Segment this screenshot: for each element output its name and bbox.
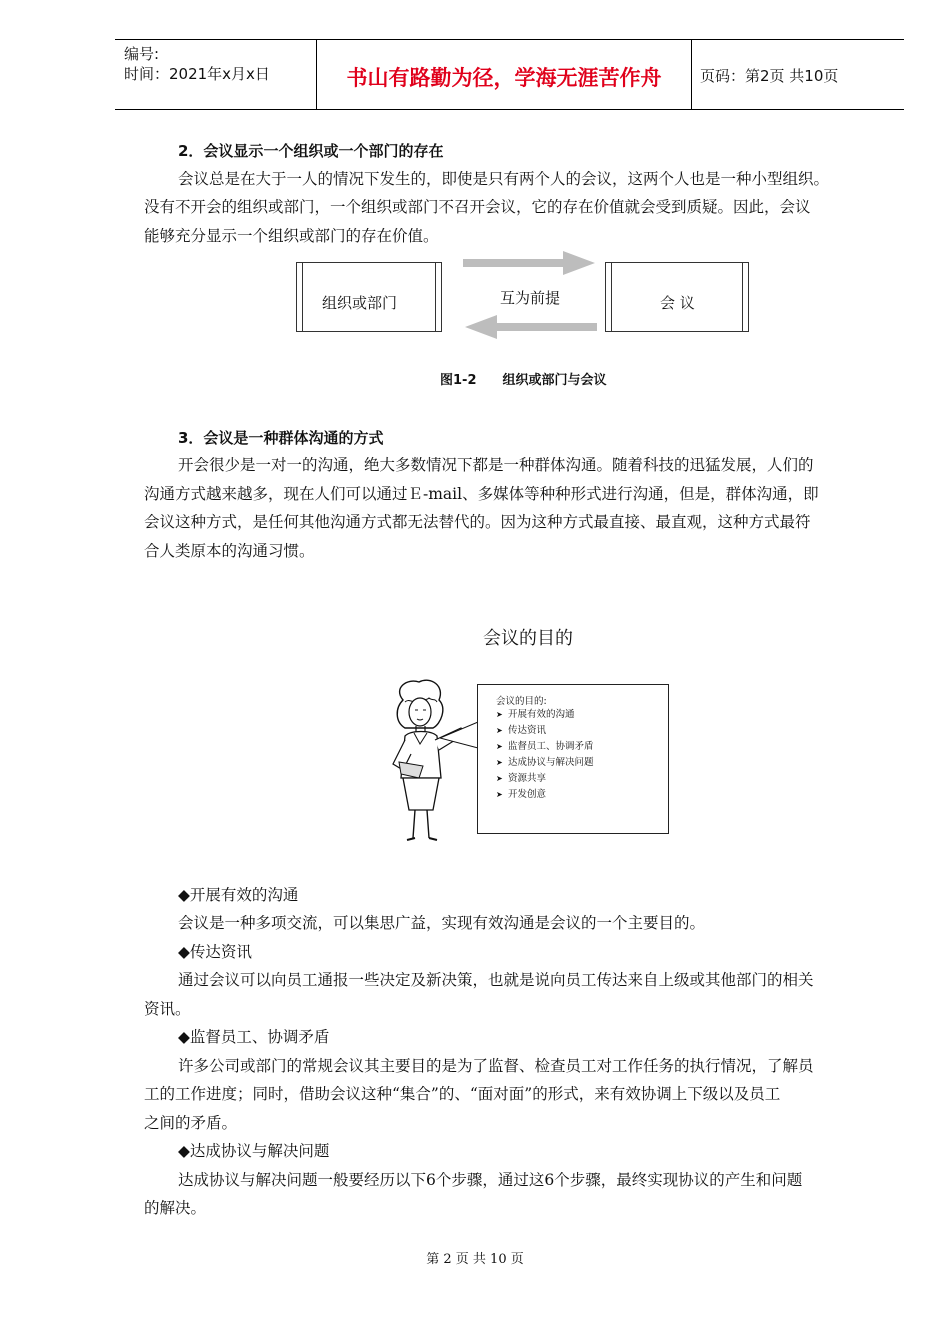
item-text: 资讯。 — [144, 1000, 191, 1018]
board-item: ➤ 开展有效的沟通 — [496, 707, 594, 723]
section3-line: 沟通方式越来越多，现在人们可以通过Ｅ-mail、多媒体等种种形式进行沟通，但是，群体沟通，即 — [144, 485, 819, 503]
item-title-supervise: ◆监督员工、协调矛盾 — [178, 1028, 330, 1046]
header-meta-cell — [115, 40, 316, 109]
header-page-cell — [691, 40, 904, 109]
header-motto-cell — [316, 40, 692, 109]
arrow-bullet-icon: ➤ — [496, 758, 503, 767]
section3-heading: 3．会议是一种群体沟通的方式 — [178, 429, 384, 447]
item-text: 的解决。 — [144, 1199, 207, 1217]
item-text: 会议是一种多项交流，可以集思广益，实现有效沟通是会议的一个主要目的。 — [178, 914, 706, 932]
board-item: ➤ 资源共享 — [496, 771, 594, 787]
pointer-beam — [440, 720, 480, 760]
arrow-bullet-icon: ➤ — [496, 790, 503, 799]
figure-caption: 图1-2 组织或部门与会议 — [440, 373, 607, 388]
right-arrow-icon — [463, 251, 595, 275]
arrow-bullet-icon: ➤ — [496, 726, 503, 735]
item-text: 达成协议与解决问题一般要经历以下6个步骤，通过这6个步骤，最终实现协议的产生和问题 — [178, 1171, 803, 1189]
section2-line: 没有不开会的组织或部门，一个组织或部门不召开会议，它的存在价值就会受到质疑。因此，会议 — [144, 198, 811, 216]
meeting-box-label: 会 议 — [660, 294, 695, 312]
arrow-bullet-icon: ➤ — [496, 710, 503, 719]
board-item: ➤ 达成协议与解决问题 — [496, 755, 594, 771]
left-arrow-icon — [465, 315, 597, 339]
board-item: ➤ 监督员工、协调矛盾 — [496, 739, 594, 755]
page-label: 页码：第2页 共10页 — [700, 67, 839, 85]
section2-line: 会议总是在大于一人的情况下发生的，即使是只有两个人的会议，这两个人也是一种小型组织。 — [178, 170, 830, 188]
item-title-communication: ◆开展有效的沟通 — [178, 886, 299, 904]
board-list — [496, 707, 594, 803]
item-title-information: ◆传达资讯 — [178, 943, 252, 961]
page-header — [115, 39, 904, 110]
board-item: ➤ 传达资讯 — [496, 723, 594, 739]
presenter-illustration — [375, 678, 485, 848]
board-title: 会议的目的: — [496, 696, 547, 707]
purpose-title: 会议的目的 — [483, 628, 573, 649]
page-footer: 第 2 页 共 10 页 — [426, 1252, 524, 1267]
arrow-bullet-icon: ➤ — [496, 774, 503, 783]
arrow-bullet-icon: ➤ — [496, 742, 503, 751]
item-text: 之间的矛盾。 — [144, 1114, 238, 1132]
presentation-board — [477, 684, 669, 834]
time-label: 时间：2021年x月x日 — [124, 65, 270, 83]
section3-line: 合人类原本的沟通习惯。 — [144, 542, 315, 560]
item-title-agreement: ◆达成协议与解决问题 — [178, 1142, 330, 1160]
motto-text: 书山有路勤为径，学海无涯苦作舟 — [346, 66, 662, 90]
board-item: ➤ 开发创意 — [496, 787, 594, 803]
section2-line: 能够充分显示一个组织或部门的存在价值。 — [144, 227, 439, 245]
number-label: 编号: — [124, 45, 160, 63]
organization-box-label: 组织或部门 — [322, 294, 398, 312]
mutual-premise-label: 互为前提 — [500, 289, 561, 307]
section3-line: 开会很少是一对一的沟通，绝大多数情况下都是一种群体沟通。随着科技的迅猛发展，人们的 — [178, 456, 814, 474]
item-text: 许多公司或部门的常规会议其主要目的是为了监督、检查员工对工作任务的执行情况，了解员 — [178, 1057, 814, 1075]
section3-line: 会议这种方式，是任何其他沟通方式都无法替代的。因为这种方式最直接、最直观，这种方式最符 — [144, 513, 811, 531]
section2-heading: 2．会议显示一个组织或一个部门的存在 — [178, 142, 444, 160]
item-text: 通过会议可以向员工通报一些决定及新决策，也就是说向员工传达来自上级或其他部门的相关 — [178, 971, 814, 989]
item-text: 工的工作进度；同时，借助会议这种“集合”的、“面对面”的形式，来有效协调上下级以及员工 — [144, 1085, 781, 1103]
